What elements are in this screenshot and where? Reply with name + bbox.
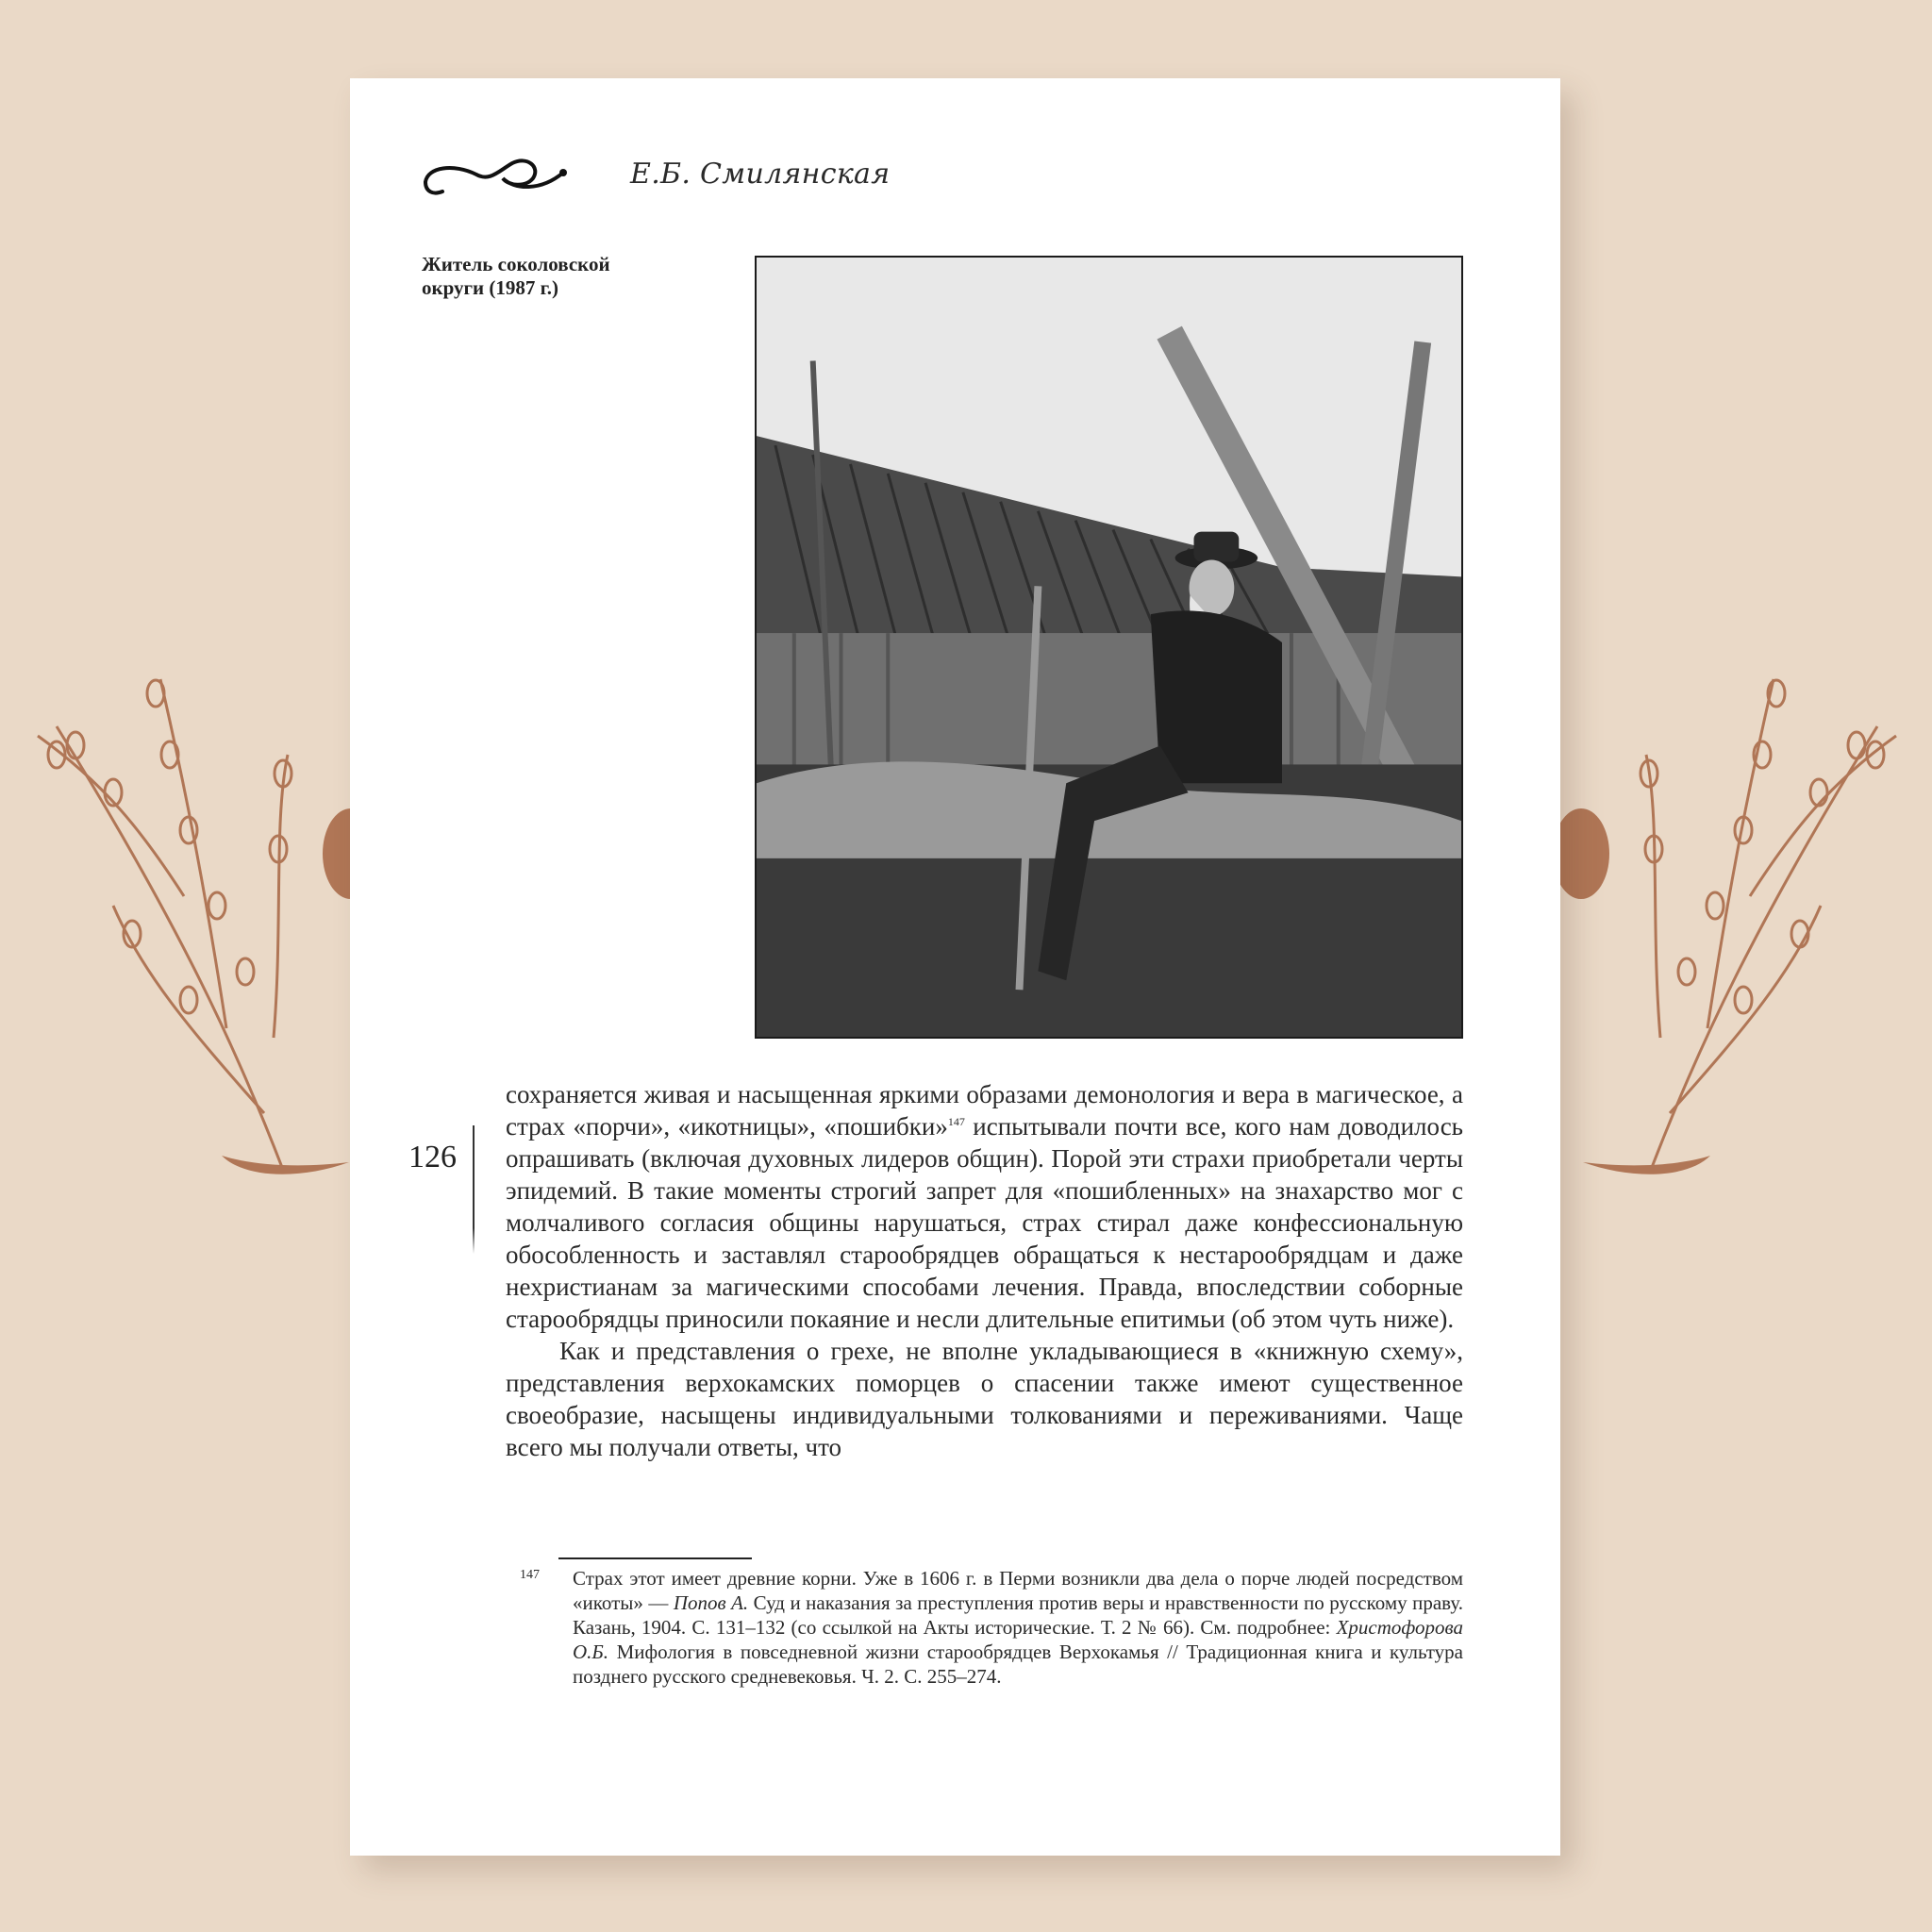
- figure-photo: [755, 256, 1463, 1039]
- paragraph: Как и представления о грехе, не вполне укладывающиеся в «книжную схему», представления верхокамских поморцев о спасении также имеют существенное своеобразие, насыщены индивидуальными толкованиями и переживаниями. Чаще всего мы получали ответы, что: [506, 1337, 1463, 1461]
- footnote-author: Христофорова О.Б.: [573, 1616, 1463, 1663]
- old-man-photo-icon: [757, 258, 1461, 1037]
- footnote-rule: [558, 1557, 752, 1559]
- footnote-text-part: Страх этот имеет древние корни. Уже в 1606 г. в Перми возникли два дела о порче людей посредством «икоты» —: [573, 1567, 1463, 1614]
- paragraph-text: испытывали почти все, кого нам доводилось опрашивать (включая духовных лидеров общин). Порой эти страхи приобретали черты эпидемий. В такие моменты строгий запрет для «пошибленных» на знахарство мог с молчаливого согласия общины нарушаться, страх стирал даже конфессиональную обособленность и заставлял старообрядцев обращаться к нестарообрядцам и даже нехристианам за магическими способами лечения. Правда, впоследствии соборные старообрядцы приносили покаяние и несли длительные епитимьи (об этом чуть ниже).: [506, 1112, 1463, 1333]
- footnote-number: 147: [520, 1568, 540, 1582]
- page-number: 126: [408, 1140, 457, 1174]
- footnote-reference: 147: [947, 1115, 965, 1128]
- running-head-author: Е.Б. Смилянская: [630, 158, 891, 191]
- footnote-author: Попов А.: [673, 1591, 749, 1614]
- footnote-text-part: Суд и наказания за преступления против веры и нравственности по русскому праву. Казань, 1904. С. 131–132 (со ссылкой на Акты исторические. Т. 2 № 66). См. подробнее:: [573, 1591, 1464, 1639]
- paragraph: [506, 1078, 1463, 1335]
- body-text: [506, 1078, 1463, 1463]
- footnote-text: [573, 1566, 1463, 1689]
- footnote: [520, 1566, 1463, 1689]
- page-number-rule: [473, 1125, 475, 1254]
- figure-caption: Житель соколовской округи (1987 г.): [422, 253, 610, 299]
- book-page: [350, 78, 1560, 1856]
- paragraph-text: сохраняется живая и насыщенная яркими образами демонология и вера в магическое, а страх «порчи», «икотницы», «пошибки»: [506, 1080, 1463, 1141]
- footnote-text-part: Мифология в повседневной жизни старообрядцев Верхокамья // Традиционная книга и культура позднего русского средневековья. Ч. 2. С. 255–274.: [573, 1641, 1463, 1688]
- flourish-ornament-icon: [422, 154, 573, 201]
